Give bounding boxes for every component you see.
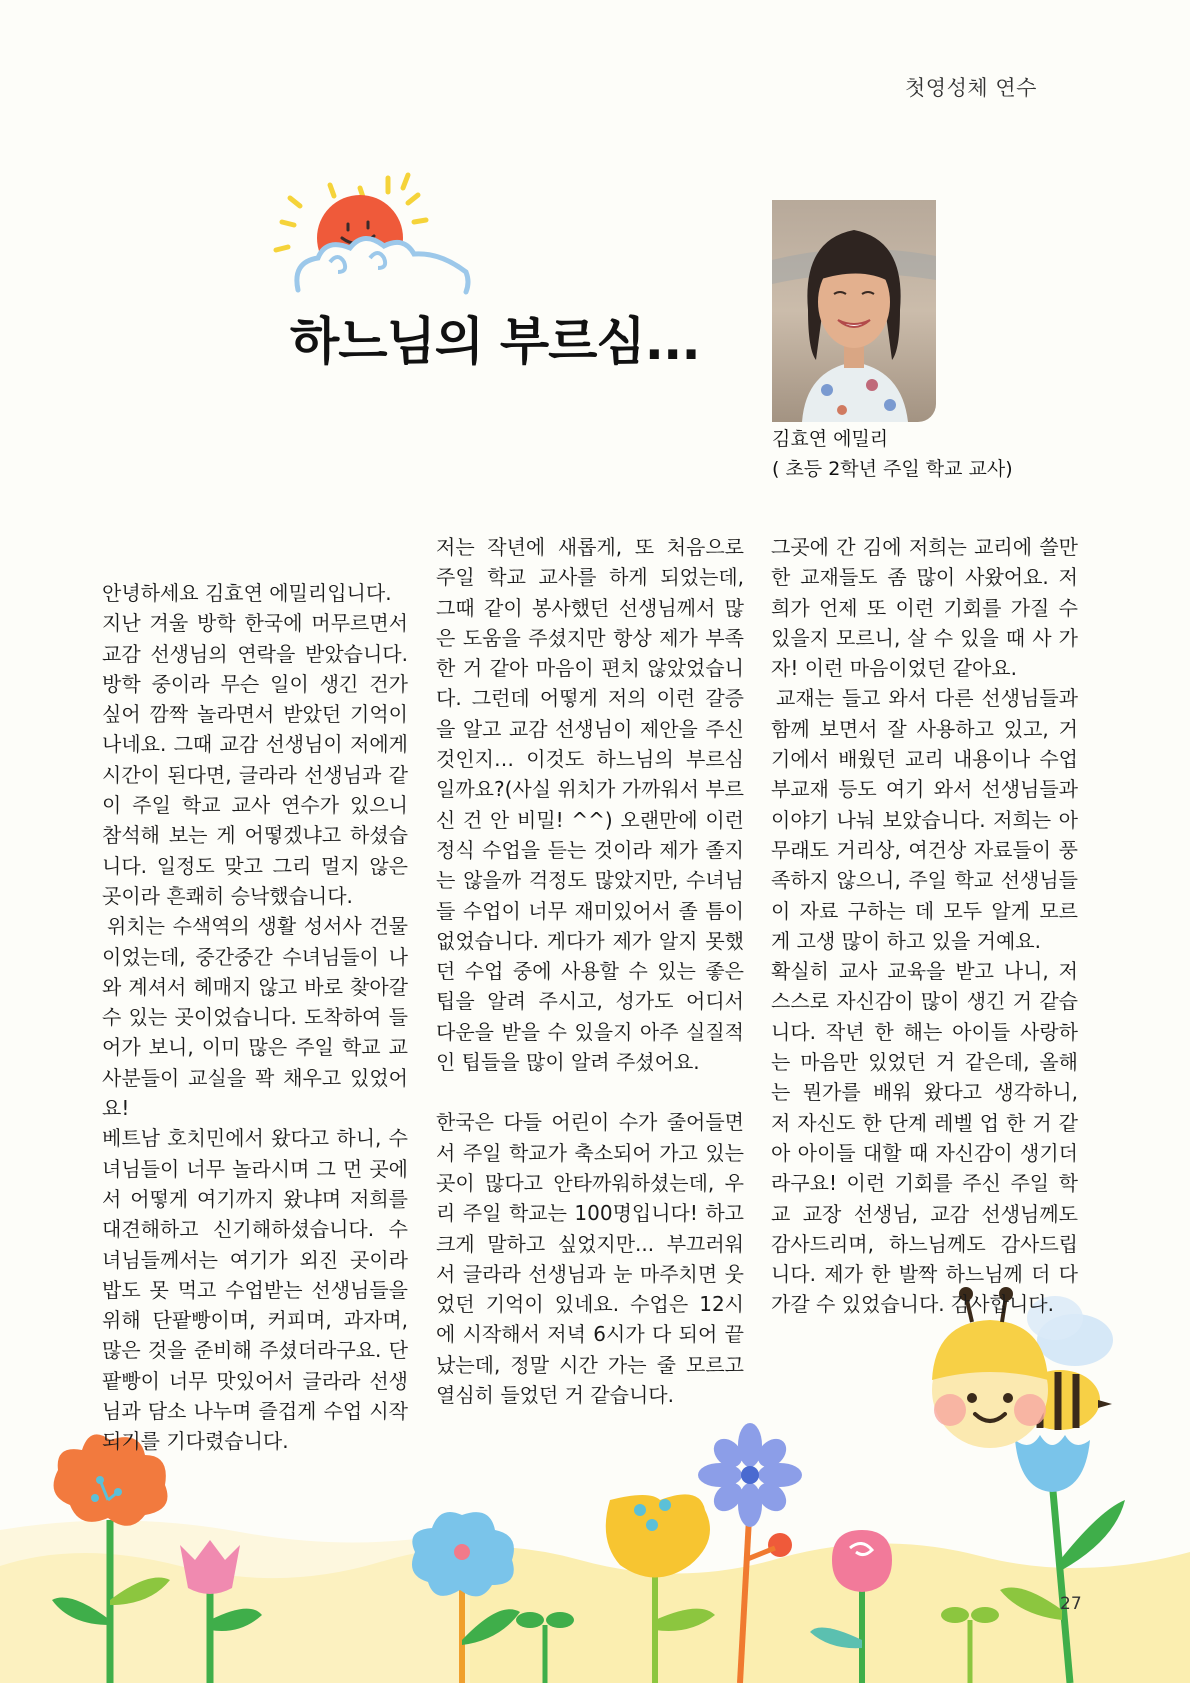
section-label: 첫영성체 연수	[905, 76, 1037, 100]
paragraph: 베트남 호치민에서 왔다고 하니, 수녀님들이 너무 놀라시며 그 먼 곳에서 어떻게 여기까지 왔냐며 저희를 대견해하고 신기해하셨습니다. 수녀님들께서는 여기가 외진 곳이라 밥도 못 먹고 수업받는 선생님들을 위해 단팥빵이며, 커피며, 과자며, 많은 것을 준비해 주셨더라구요. 단팥빵이 너무 맛있어서 글라라 선생님과 담소 나누며 즐겁게 수업 시작되기를 기다렸습니다.	[102, 1126, 408, 1454]
paragraph: 교재는 들고 와서 다른 선생님들과 함께 보면서 잘 사용하고 있고, 거기에서 배웠던 교리 내용이나 수업 부교재 등도 여기 와서 선생님들과 이야기 나눠 보았습니다. 저희는 아무래도 거리상, 여건상 자료들이 풍족하지 않으니, 주일 학교 선생님들이 자료 구하는 데 모두 알게 모르게 고생 많이 하고 있을 거예요.	[771, 686, 1078, 953]
text-column-2	[436, 532, 744, 1410]
paragraph: 한국은 다들 어린이 수가 줄어들면서 주일 학교가 축소되어 가고 있는 곳이 많다고 안타까워하셨는데, 우리 주일 학교는 100명입니다! 하고 크게 말하고 싶었지만... 부끄러워서 글라라 선생님과 눈 마주치면 웃었던 기억이 있네요. 수업은 12시에 시작해서 저녁 6시가 다 되어 끝났는데, 정말 시간 가는 줄 모르고 열심히 들었던 거 같습니다.	[436, 1110, 744, 1408]
portrait-image	[772, 200, 936, 422]
text-column-1	[102, 578, 408, 1457]
paragraph-gap	[436, 1077, 744, 1107]
paragraph: 확실히 교사 교육을 받고 나니, 저 스스로 자신감이 많이 생긴 거 같습니다. 작년 한 해는 아이들 사랑하는 마음만 있었던 거 같은데, 올해는 뭔가를 배워 왔다고 생각하니, 저 자신도 한 단계 레벨 업 한 거 같아 아이들 대할 때 자신감이 생기더라구요! 이런 기회를 주신 주일 학교 교장 선생님, 교감 선생님께도 감사드리며, 하느님께도 감사드립니다. 제가 한 발짝 하느님께 더 다가갈 수 있었습니다. 감사합니다.	[771, 959, 1078, 1317]
text-column-3	[771, 532, 1078, 1320]
author-caption	[772, 424, 1013, 484]
paragraph: 저는 작년에 새롭게, 또 처음으로 주일 학교 교사를 하게 되었는데, 그때 같이 봉사했던 선생님께서 많은 도움을 주셨지만 항상 제가 부족한 거 같아 마음이 편치 않았었습니다. 그런데 어떻게 저의 이런 갈증을 알고 교감 선생님이 제안을 주신 것인지… 이것도 하느님의 부르심일까요?(사실 위치가 가까워서 부르신 건 안 비밀! ^^) 오랜만에 이런 정식 수업을 듣는 것이라 제가 졸지는 않을까 걱정도 많았지만, 수녀님들 수업이 너무 재미있어서 졸 틈이 없었습니다. 게다가 제가 알지 못했던 수업 중에 사용할 수 있는 좋은 팁을 알려 주시고, 성가도 어디서 다운을 받을 수 있을지 아주 실질적인 팁들을 많이 알려 주셨어요.	[436, 535, 744, 1075]
paragraph: 위치는 수색역의 생활 성서사 건물이었는데, 중간중간 수녀님들이 나와 계셔서 헤매지 않고 바로 찾아갈 수 있는 곳이었습니다. 도착하여 들어가 보니, 이미 많은 주일 학교 교사분들이 교실을 꽉 채우고 있었어요!	[102, 914, 408, 1121]
author-photo	[772, 200, 936, 422]
author-name: 김효연 에밀리	[772, 428, 889, 450]
article-title: 하느님의 부르심...	[290, 313, 700, 372]
author-role: ( 초등 2학년 주일 학교 교사)	[772, 458, 1013, 480]
page-number: 27	[1060, 1594, 1082, 1614]
paragraph: 지난 겨울 방학 한국에 머무르면서 교감 선생님의 연락을 받았습니다. 방학 중이라 무슨 일이 생긴 건가 싶어 깜짝 놀라면서 받았던 기억이 나네요. 그때 교감 선생님이 저에게 시간이 된다면, 글라라 선생님과 같이 주일 학교 교사 연수가 있으니 참석해 보는 게 어떻겠냐고 하셨습니다. 일정도 맞고 그리 멀지 않은 곳이라 흔쾌히 승낙했습니다.	[102, 611, 408, 908]
paragraph: 안녕하세요 김효연 에밀리입니다.	[102, 581, 392, 605]
paragraph: 그곳에 간 김에 저희는 교리에 쓸만한 교재들도 좀 많이 사왔어요. 저희가 언제 또 이런 기회를 가질 수 있을지 모르니, 살 수 있을 때 사 가자! 이런 마음이었던 같아요.	[771, 535, 1078, 681]
sun-cloud-illustration	[276, 175, 468, 292]
